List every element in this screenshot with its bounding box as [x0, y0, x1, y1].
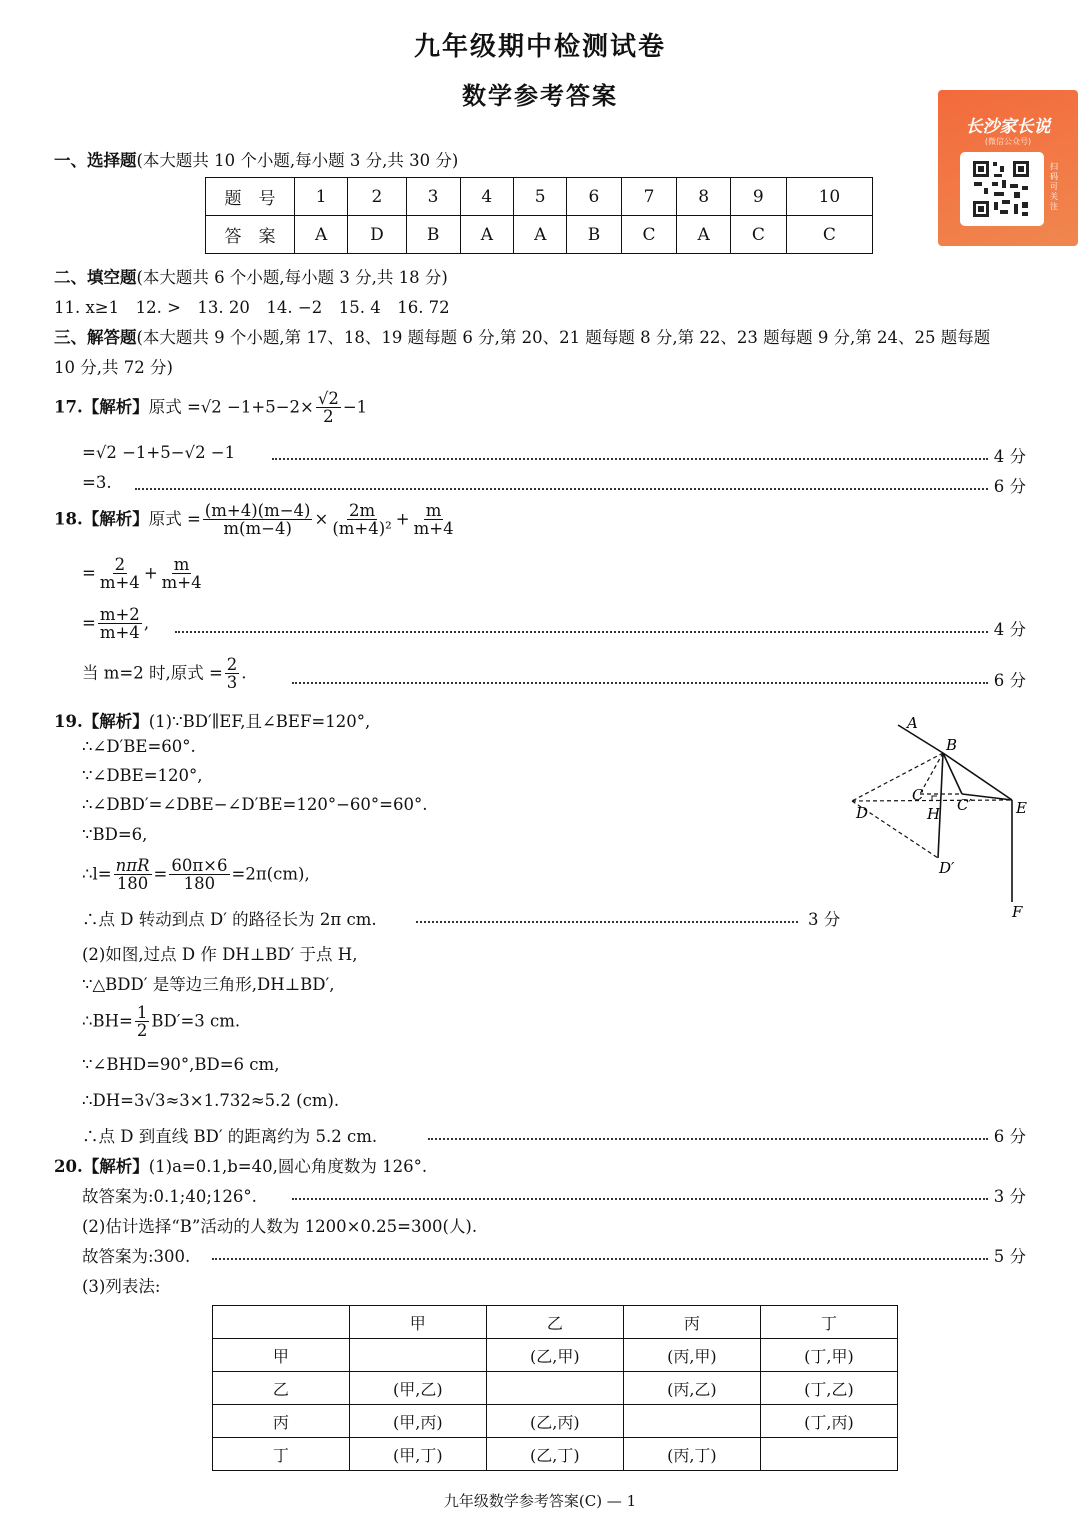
q18-expr: 原式 = — [148, 509, 201, 529]
q20-line5: (3)列表法: — [82, 1277, 161, 1296]
section-fill-heading — [54, 264, 448, 288]
q19-line2: ∴∠D′BE=60°. — [82, 737, 196, 756]
q18-line2: = $\frac{2}{m+4}$ + $\frac{m}{m+4}$ — [82, 555, 202, 593]
frac-den: m+4 — [99, 623, 140, 643]
answer-cell: A — [460, 216, 513, 254]
frac-den: 180 — [183, 874, 216, 894]
table-cell — [623, 1405, 760, 1438]
q17-fraction — [316, 390, 341, 426]
score: 4 分 — [993, 620, 1026, 639]
q18-fraction — [98, 606, 142, 642]
q18-line1 — [54, 502, 458, 538]
pair-table — [212, 1305, 898, 1471]
table-cell: (乙,甲) — [486, 1339, 623, 1372]
dotted-leader — [212, 1258, 988, 1260]
answer-table — [205, 177, 873, 254]
pair-table-header — [213, 1306, 898, 1339]
question-number: 3 — [406, 178, 460, 216]
frac-num: 1 — [136, 1003, 148, 1022]
frac-num: m — [173, 555, 190, 574]
q17-expr: 原式 =√2 −1+5−2× — [148, 397, 314, 417]
q19-fraction — [114, 857, 152, 893]
answer-cell: B — [567, 216, 621, 254]
q17-line2: =√2 −1+5−√2 −1 — [82, 443, 236, 462]
answer-cell: B — [406, 216, 460, 254]
score: 5 分 — [993, 1247, 1026, 1266]
wechat-ad[interactable] — [938, 90, 1078, 246]
q17-expr-tail: −1 — [342, 397, 368, 417]
qr-code-icon[interactable] — [970, 158, 1032, 220]
label-b: B — [946, 736, 958, 754]
table-cell — [349, 1339, 486, 1372]
q19-line9: ∵△BDD′ 是等边三角形,DH⊥BD′, — [82, 975, 335, 994]
answer-cell: C — [786, 216, 872, 254]
score: 3 分 — [808, 910, 841, 929]
dotted-leader — [292, 682, 988, 684]
question-number: 8 — [677, 178, 730, 216]
answer-cell: D — [348, 216, 406, 254]
q18-fraction — [203, 502, 313, 538]
header-cell: 乙 — [486, 1306, 623, 1339]
q19-fraction — [169, 857, 229, 893]
header-cell: 甲 — [349, 1306, 486, 1339]
q19-expr: ∴BH= — [82, 1011, 133, 1031]
row-label: 答 案 — [206, 216, 295, 254]
dotted-leader — [135, 488, 988, 490]
fill-answers: 11. x≥1 12. > 13. 20 14. −2 15. 4 16. 72 — [54, 298, 450, 317]
answer-cell: A — [295, 216, 348, 254]
q20-label: 20.【解析】 — [54, 1157, 149, 1176]
table-row — [213, 1372, 898, 1405]
frac-num: 2 — [226, 655, 238, 674]
question-number: 9 — [730, 178, 786, 216]
dotted-leader — [175, 631, 988, 633]
table-cell — [760, 1438, 897, 1471]
q18-fraction — [98, 556, 142, 592]
frac-den: 180 — [116, 874, 149, 894]
table-cell: (甲,丁) — [349, 1438, 486, 1471]
label-a: A — [907, 714, 918, 732]
table-cell: (丁,丙) — [760, 1405, 897, 1438]
ad-title: 长沙家长说 — [965, 117, 1051, 137]
label-h: H — [927, 805, 941, 823]
section-solve-note-cont: 10 分,共 72 分) — [54, 358, 173, 377]
answer-table-row-numbers — [206, 178, 873, 216]
label-d: D — [856, 804, 869, 822]
frac-den: 3 — [226, 673, 238, 693]
q17-label: 17.【解析】 — [54, 397, 149, 417]
q19-tail: BD′=3 cm. — [151, 1011, 241, 1031]
score: 6 分 — [993, 1127, 1026, 1146]
label-f: F — [1012, 903, 1023, 921]
answer-cell: A — [514, 216, 567, 254]
q17-frac-den: 2 — [323, 407, 334, 427]
q19-line3: ∵∠DBE=120°, — [82, 766, 203, 785]
section-solve-title: 三、解答题 — [54, 328, 137, 347]
table-cell: (乙,丙) — [486, 1405, 623, 1438]
plus-sign: + — [395, 509, 410, 529]
question-number: 7 — [621, 178, 677, 216]
q19-fraction — [135, 1004, 150, 1040]
q18-expr: 当 m=2 时,原式 = — [82, 663, 223, 683]
section-solve-note: (本大题共 9 个小题,第 17、18、19 题每题 6 分,第 20、21 题每题 8 分,第 22、23 题每题 9 分,第 24、25 题每题 — [136, 328, 991, 347]
ad-side-text: 扫码可关注 — [1050, 162, 1058, 211]
score: 6 分 — [993, 477, 1026, 496]
q19-line11: ∵∠BHD=90°,BD=6 cm, — [82, 1055, 280, 1074]
table-cell: (甲,丙) — [349, 1405, 486, 1438]
q18-line3: = $\frac{m+2}{m+4}$ , — [82, 605, 150, 643]
header-cell: 丙 — [623, 1306, 760, 1339]
frac-den: m(m−4) — [223, 519, 292, 539]
dotted-leader — [416, 921, 798, 923]
answer-table-row-answers — [206, 216, 873, 254]
q18-line4 — [82, 656, 247, 692]
q19-tail: =2π(cm), — [231, 864, 310, 884]
q19-text: (1)∵BD′∥EF,且∠BEF=120°, — [148, 712, 371, 731]
q20-text: (1)a=0.1,b=40,圆心角度数为 126°. — [148, 1157, 428, 1176]
dotted-leader — [428, 1138, 988, 1140]
section-choice-title: 一、选择题 — [54, 151, 137, 170]
table-cell: 乙 — [213, 1372, 350, 1405]
score: 3 分 — [993, 1187, 1026, 1206]
header-cell — [213, 1306, 350, 1339]
answer-cell: C — [621, 216, 677, 254]
frac-den: 2 — [136, 1021, 148, 1041]
table-cell: 丁 — [213, 1438, 350, 1471]
q17-frac-num: √2 — [317, 389, 339, 408]
question-number: 1 — [295, 178, 348, 216]
frac-num: 2m — [348, 501, 376, 520]
frac-den: m+4 — [413, 519, 454, 539]
section-fill-note: (本大题共 6 个小题,每小题 3 分,共 18 分) — [136, 268, 448, 287]
table-cell: 丙 — [213, 1405, 350, 1438]
table-row — [213, 1405, 898, 1438]
q18-tail: . — [241, 663, 247, 683]
table-row — [213, 1438, 898, 1471]
q18-fraction — [330, 502, 393, 538]
table-cell: (丁,乙) — [760, 1372, 897, 1405]
q20-line4: 故答案为:300. — [82, 1247, 191, 1266]
q20-line3: (2)估计选择“B”活动的人数为 1200×0.25=300(人). — [82, 1217, 478, 1236]
ad-subtitle: (微信公众号) — [984, 137, 1032, 146]
q19-line13: ∴点 D 到直线 BD′ 的距离约为 5.2 cm. — [82, 1127, 378, 1146]
frac-num: 60π×6 — [171, 856, 228, 875]
table-cell: (乙,丁) — [486, 1438, 623, 1471]
row-label: 题 号 — [206, 178, 295, 216]
frac-num: nπR — [115, 856, 150, 875]
frac-den: m+4 — [161, 573, 202, 593]
q19-line10 — [82, 1004, 240, 1040]
table-cell: (甲,乙) — [349, 1372, 486, 1405]
section-choice-note: (本大题共 10 个小题,每小题 3 分,共 30 分) — [136, 151, 459, 170]
page-title: 九年级期中检测试卷 — [413, 32, 666, 62]
table-row — [213, 1339, 898, 1372]
table-cell: (丙,甲) — [623, 1339, 760, 1372]
q19-line6 — [82, 857, 310, 893]
q19-line4: ∴∠DBD′=∠DBE−∠D′BE=120°−60°=60°. — [82, 795, 428, 814]
frac-num: (m+4)(m−4) — [204, 501, 311, 520]
table-cell: (丙,丁) — [623, 1438, 760, 1471]
q18-fraction — [225, 656, 240, 692]
label-c-prime: C′ — [957, 796, 972, 814]
section-solve-heading — [54, 324, 990, 348]
q20-line2: 故答案为:0.1;40;126°. — [82, 1187, 257, 1206]
table-cell — [486, 1372, 623, 1405]
score: 6 分 — [993, 671, 1026, 690]
page-footer: 九年级数学参考答案(C) — 1 — [443, 1492, 637, 1510]
table-cell: (丁,甲) — [760, 1339, 897, 1372]
line-ab — [898, 725, 943, 753]
dotted-leader — [272, 458, 988, 460]
section-fill-title: 二、填空题 — [54, 268, 137, 287]
q17-line3: =3. — [82, 473, 112, 492]
table-cell: (丙,乙) — [623, 1372, 760, 1405]
page-subtitle: 数学参考答案 — [462, 81, 618, 110]
q18-fraction — [160, 556, 204, 592]
label-c: C — [912, 786, 924, 804]
times-sign: × — [314, 509, 329, 529]
header-cell: 丁 — [760, 1306, 897, 1339]
q19-line1 — [54, 708, 370, 732]
q19-line5: ∵BD=6, — [82, 825, 148, 844]
score: 4 分 — [993, 447, 1026, 466]
question-number: 5 — [514, 178, 567, 216]
q20-line1 — [54, 1153, 427, 1177]
equals-sign: = — [153, 864, 168, 884]
frac-num: 2 — [114, 555, 126, 574]
q19-line12: ∴DH=3√3≈3×1.732≈5.2 (cm). — [82, 1091, 340, 1110]
q18-label: 18.【解析】 — [54, 509, 149, 529]
label-e: E — [1016, 799, 1027, 817]
question-number: 2 — [348, 178, 406, 216]
frac-den: m+4 — [99, 573, 140, 593]
geometry-figure — [840, 710, 1040, 925]
answer-cell: C — [730, 216, 786, 254]
q18-fraction — [412, 502, 456, 538]
q19-line8: (2)如图,过点 D 作 DH⊥BD′ 于点 H, — [82, 945, 358, 964]
q19-line7: ∴点 D 转动到点 D′ 的路径长为 2π cm. — [82, 910, 377, 929]
frac-den: (m+4)² — [332, 519, 392, 539]
question-number: 6 — [567, 178, 621, 216]
label-d-prime: D′ — [939, 859, 955, 877]
answer-cell: A — [677, 216, 730, 254]
frac-num: m — [425, 501, 442, 520]
dotted-leader — [292, 1198, 988, 1200]
table-cell: 甲 — [213, 1339, 350, 1372]
question-number: 4 — [460, 178, 513, 216]
q18-tail: , — [143, 613, 150, 633]
frac-num: m+2 — [99, 605, 140, 624]
q19-label: 19.【解析】 — [54, 712, 149, 731]
q19-expr: ∴l= — [82, 864, 112, 884]
section-choice-heading — [54, 147, 458, 171]
question-number: 10 — [786, 178, 872, 216]
q17-line1 — [54, 390, 367, 426]
